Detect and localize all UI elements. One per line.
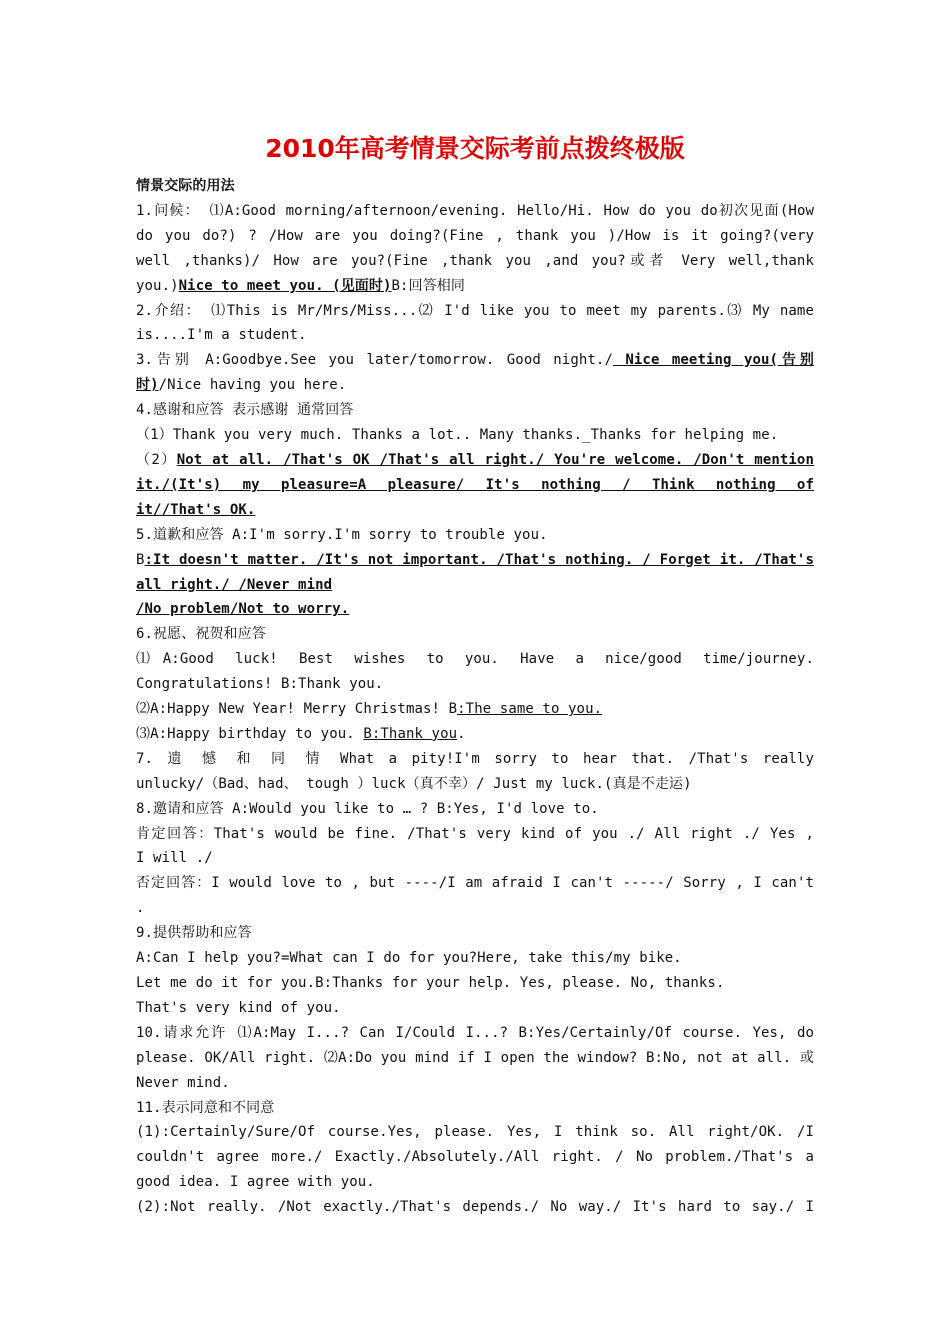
text-line: （1）Thank you very much. Thanks a lot.. Many thanks._Thanks for helping me. [136, 427, 779, 444]
text-line [136, 548, 814, 573]
text-run: B:回答相同 [391, 277, 465, 294]
text-line: . [136, 900, 145, 917]
text-line: (2):Not really. /Not exactly./That's depends./ No way./ It's hard to say./ I [136, 1199, 814, 1216]
text-line [136, 722, 814, 747]
text-line: 9.提供帮助和应答 [136, 925, 252, 942]
text-line: 否定回答：I would love to , but ----/I am afraid I can't -----/ Sorry , I can't [136, 875, 814, 892]
underlined-phrase: Nice to meet you. (见面时) [178, 277, 392, 294]
underlined-phrase: Nice meeting you(告别 [612, 352, 814, 369]
text-run: ⑶A:Happy birthday to you. [136, 725, 364, 742]
text-run: you.) [136, 277, 179, 294]
text-run: B [136, 551, 145, 568]
text-line: (1):Certainly/Sure/Of course.Yes, please. Yes, I think so. All right/OK. /I [136, 1124, 814, 1141]
text-line: is....I'm a student. [136, 327, 307, 344]
text-line: 6.祝愿、祝贺和应答 [136, 626, 266, 643]
text-line: good idea. I agree with you. [136, 1174, 375, 1191]
text-line: Let me do it for you.B:Thanks for your help. Yes, please. No, thanks. [136, 975, 725, 991]
underlined-phrase: Not at all. /That's OK /That's all right./ You're welcome. /Don't mention [176, 451, 814, 468]
text-line: 11.表示同意和不同意 [136, 1099, 275, 1116]
text-run: . [457, 725, 466, 742]
text-line: 5.道歉和应答 A:I'm sorry.I'm sorry to trouble you. [136, 526, 548, 543]
underlined-phrase: it./(It's) my pleasure=A pleasure/ It's nothing / Think nothing of [136, 476, 814, 493]
underlined-phrase: /No problem/Not to worry. [136, 601, 350, 618]
text-line [136, 597, 814, 622]
document-body [136, 174, 814, 1220]
text-line: 肯定回答：That's would be fine. /That's very kind of you ./ All right ./ Yes , [136, 825, 814, 842]
text-line: Never mind. [136, 1074, 230, 1091]
text-line [136, 373, 814, 398]
text-line [136, 448, 814, 473]
text-line: 4.感谢和应答 表示感谢 通常回答 [136, 402, 354, 419]
text-line: couldn't agree more./ Exactly./Absolutely./All right. / No problem./That's a [136, 1149, 814, 1166]
text-line: please. OK/All right. ⑵A:Do you mind if I open the window? B:No, not at all. 或 [136, 1049, 814, 1066]
text-line: ⑴A:Good luck! Best wishes to you. Have a nice/good time/journey. [136, 651, 814, 668]
text-run: ⑵A:Happy New Year! Merry Christmas! B [136, 701, 458, 718]
text-line [136, 473, 814, 498]
text-line [136, 573, 814, 598]
underlined-phrase: it//That's OK. [136, 501, 256, 518]
text-run: 3.告别 A:Goodbye.See you later/tomorrow. Good night./ [136, 352, 613, 369]
underlined-phrase: :The same to you. [457, 701, 603, 718]
underlined-phrase: B:Thank you [363, 725, 458, 742]
text-line: Congratulations! B:Thank you. [136, 676, 384, 693]
text-line: 2.介绍： ⑴This is Mr/Mrs/Miss...⑵ I'd like you to meet my parents.⑶ My name [136, 302, 814, 319]
text-line [136, 274, 814, 299]
text-line [136, 697, 814, 722]
underlined-phrase: :It doesn't matter. /It's not important. /That's nothing. / Forget it. /That's [144, 551, 814, 568]
text-line [136, 348, 814, 373]
text-run: （2） [136, 451, 177, 468]
text-line: 10.请求允许 ⑴A:May I...? Can I/Could I...? B:Yes/Certainly/Of course. Yes, do [136, 1024, 814, 1041]
text-line: 1.问候： ⑴A:Good morning/afternoon/evening. Hello/Hi. How do you do初次见面(How [136, 202, 814, 219]
section-heading: 情景交际的用法 [136, 178, 235, 194]
text-line: I will ./ [136, 850, 213, 867]
text-line: That's very kind of you. [136, 999, 341, 1016]
page-title: 2010年高考情景交际考前点拨终极版 [265, 134, 685, 163]
text-run: /Nice having you here. [158, 377, 347, 394]
text-line: A:Can I help you?=What can I do for you?Here, take this/my bike. [136, 950, 682, 967]
text-line [136, 498, 814, 523]
underlined-phrase: all right./ /Never mind [136, 576, 333, 593]
underlined-phrase: 时) [136, 377, 159, 394]
text-line: 7. 遗 憾 和 同 情 What a pity!I'm sorry to hear that. /That's really [136, 750, 814, 767]
text-line: 8.邀请和应答 A:Would you like to … ? B:Yes, I'd love to. [136, 800, 599, 817]
text-line: unlucky/（Bad、had、 tough ）luck（真不幸）/ Just my luck.(真是不走运) [136, 775, 692, 792]
text-line: do you do?) ? /How are you doing?(Fine , thank you )/How is it going?(very [136, 227, 814, 244]
text-line: well ,thanks)/ How are you?(Fine ,thank you ,and you?或者 Very well,thank [136, 252, 814, 269]
